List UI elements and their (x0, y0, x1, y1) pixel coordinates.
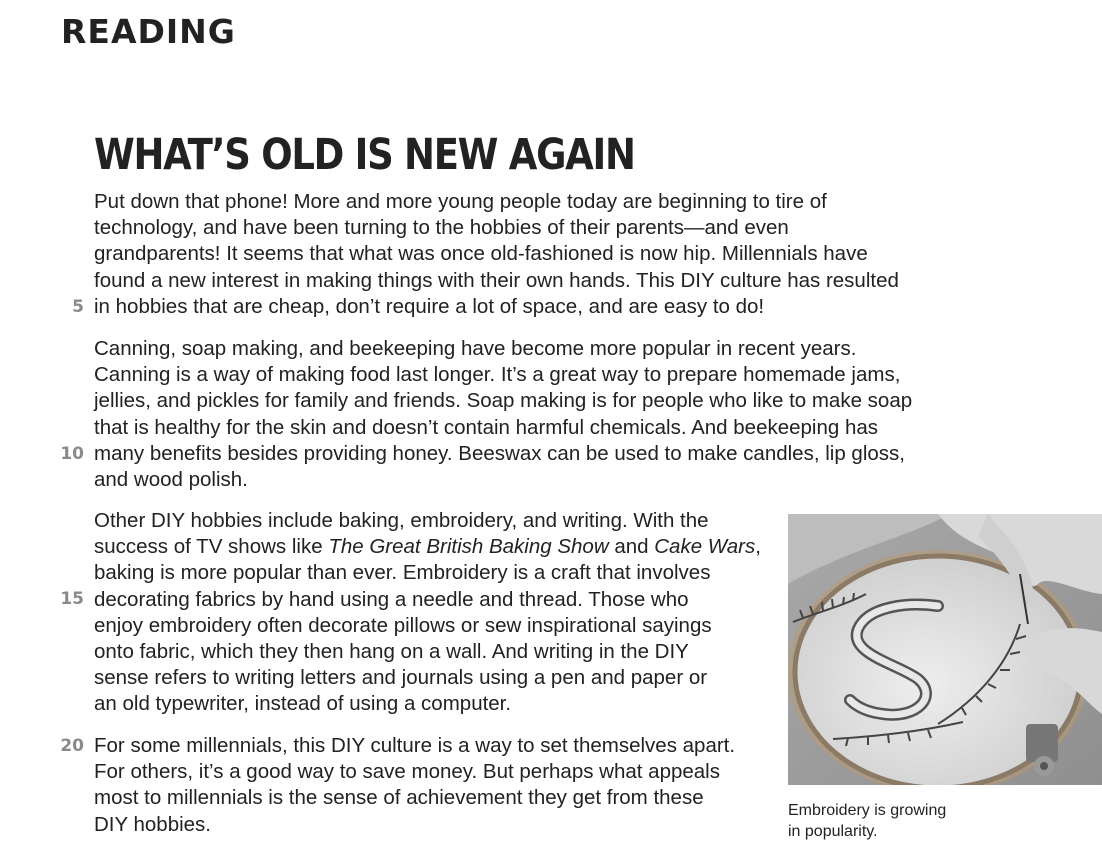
line-number: 20 (60, 736, 84, 756)
text-line: Canning is a way of making food last longer. It’s a great way to prepare homemade jams, (94, 363, 901, 387)
text-line: baking is more popular than ever. Embroidery is a craft that involves (94, 561, 711, 585)
text-line: an old typewriter, instead of using a computer. (94, 692, 512, 716)
section-label: READING (61, 12, 236, 51)
text-line: technology, and have been turning to the hobbies of their parents—and even (94, 216, 789, 240)
line-number: 10 (60, 444, 84, 464)
text-line: in hobbies that are cheap, don’t require a lot of space, and are easy to do! (94, 294, 765, 318)
text-line: For some millennials, this DIY culture is a way to set themselves apart. (94, 734, 736, 757)
text-segment: and (608, 535, 655, 559)
text-line: decorating fabrics by hand using a needle and thread. Those who (94, 587, 689, 611)
paragraph-4 (94, 733, 735, 838)
photo-caption (788, 800, 1088, 842)
text-line: Canning, soap making, and beekeeping have become more popular in recent years. (94, 337, 857, 360)
text-line: sense refers to writing letters and journals using a pen and paper or (94, 666, 708, 690)
caption-line: in popularity. (788, 823, 878, 840)
paragraph-2 (94, 336, 912, 493)
text-line: enjoy embroidery often decorate pillows or sew inspirational sayings (94, 613, 712, 637)
text-line: and wood polish. (94, 467, 248, 491)
text-segment: , (755, 535, 761, 559)
text-line: that is healthy for the skin and doesn’t contain harmful chemicals. And beekeeping has (94, 415, 879, 439)
text-line: Put down that phone! More and more young people today are beginning to tire of (94, 190, 827, 213)
embroidery-image (788, 514, 1102, 785)
text-line: Other DIY hobbies include baking, embroidery, and writing. With the (94, 509, 709, 532)
text-line-with-titles (94, 534, 761, 560)
line-number: 15 (60, 589, 84, 609)
embroidery-photo (788, 514, 1102, 785)
text-line: onto fabric, which they then hang on a wall. And writing in the DIY (94, 639, 689, 663)
paragraph-3 (94, 508, 761, 718)
show-title-italic: The Great British Baking Show (328, 535, 609, 559)
line-number: 5 (72, 297, 84, 317)
article-title: WHAT’S OLD IS NEW AGAIN (94, 130, 635, 180)
text-line: many benefits besides providing honey. Beeswax can be used to make candles, lip gloss, (94, 441, 905, 465)
paragraph-1 (94, 189, 899, 320)
text-line: found a new interest in making things with their own hands. This DIY culture has resulted (94, 268, 899, 292)
caption-line: Embroidery is growing (788, 802, 947, 819)
text-segment: success of TV shows like (94, 535, 329, 559)
show-title-italic: Cake Wars (654, 535, 756, 559)
text-line: jellies, and pickles for family and friends. Soap making is for people who like to make soap (94, 389, 913, 413)
text-line: grandparents! It seems that what was once old-fashioned is now hip. Millennials have (94, 242, 868, 266)
text-line: For others, it’s a good way to save money. But perhaps what appeals (94, 760, 720, 784)
text-line: most to millennials is the sense of achievement they get from these (94, 786, 704, 810)
text-line: DIY hobbies. (94, 812, 212, 836)
